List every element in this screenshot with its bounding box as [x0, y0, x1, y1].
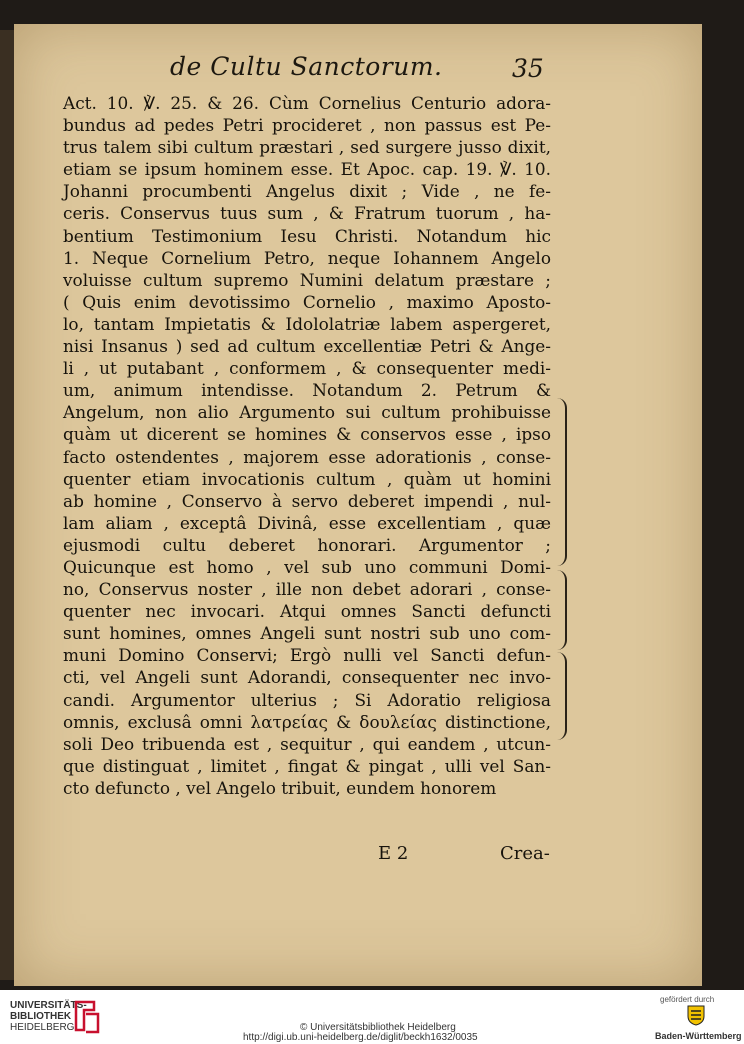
- text-line: ab homine , Conservo à servo deberet impendi , nul-: [63, 490, 551, 511]
- library-logo-icon: [72, 996, 102, 1036]
- text-line: ( Quis enim devotissimo Cornelio , maximo Aposto-: [63, 291, 551, 312]
- text-line: voluisse cultum supremo Numini delatum præstare ;: [63, 269, 551, 290]
- library-city: HEIDELBERG: [10, 1022, 75, 1033]
- catchword: Crea-: [500, 843, 550, 864]
- text-line: candi. Argumentor ulterius ; Si Adoratio religiosa: [63, 689, 551, 710]
- copyright-notice: © Universitätsbibliothek Heidelberg: [300, 1022, 456, 1033]
- library-name-line: UNIVERSITÄTS-: [10, 1000, 87, 1011]
- page-number: 35: [512, 54, 544, 83]
- margin-bracket: [557, 398, 567, 566]
- text-line: facto ostendentes , majorem esse adorationis , conse-: [63, 446, 551, 467]
- text-line: li , ut putabant , conformem , & consequenter medi-: [63, 358, 551, 379]
- text-line: quàm ut dicerent se homines & conservos esse , ipso: [63, 424, 551, 445]
- text-line: Angelum, non alio Argumento sui cultum prohibuisse: [63, 402, 551, 423]
- text-line: etiam se ipsum hominem esse. Et Apoc. cap. 19. ℣. 10.: [63, 159, 551, 180]
- coat-of-arms-icon: [686, 1004, 706, 1026]
- text-line: sunt homines, omnes Angeli sunt nostri sub uno com-: [63, 623, 551, 644]
- text-line: soli Deo tribuenda est , sequitur , qui eandem , utcun-: [63, 733, 551, 754]
- signature-mark: E 2: [378, 843, 409, 864]
- text-line: nisi Insanus ) sed ad cultum excellentiæ Petri & Ange-: [63, 336, 551, 357]
- funder-name: Baden-Württemberg: [655, 1031, 742, 1041]
- text-line: bentium Testimonium Iesu Christi. Notandum hic: [63, 225, 551, 246]
- source-url-link[interactable]: http://digi.ub.uni-heidelberg.de/diglit/beckh1632/0035: [243, 1032, 478, 1043]
- text-line: Quicunque est homo , vel sub uno communi Domi-: [63, 556, 551, 577]
- text-line: 1. Neque Cornelium Petro, neque Iohannem Angelo: [63, 247, 551, 268]
- text-line: cti, vel Angeli sunt Adorandi, consequenter nec invo-: [63, 667, 551, 688]
- text-line: quenter etiam invocationis cultum , quàm ut homini: [63, 468, 551, 489]
- text-line: Johanni procumbenti Angelus dixit ; Vide , ne fe-: [63, 181, 551, 202]
- text-line: bundus ad pedes Petri procideret , non passus est Pe-: [63, 115, 551, 136]
- text-line: ceris. Conservus tuus sum , & Fratrum tuorum , ha-: [63, 203, 551, 224]
- text-line: cto defuncto , vel Angelo tribuit, eundem honorem: [63, 777, 497, 798]
- margin-bracket: [557, 570, 567, 650]
- text-line: que distinguat , limitet , fingat & pingat , ulli vel San-: [63, 755, 551, 776]
- text-line: um, animum intendisse. Notandum 2. Petrum &: [63, 380, 551, 401]
- running-head: de Cultu Sanctorum.: [170, 52, 443, 81]
- library-name-line: BIBLIOTHEK: [10, 1011, 72, 1022]
- text-line: omnis, exclusâ omni λατρείας & δουλείας distinctione,: [63, 711, 551, 732]
- text-line: muni Domino Conservi; Ergò nulli vel Sancti defun-: [63, 645, 551, 666]
- text-line: quenter nec invocari. Atqui omnes Sancti defuncti: [63, 601, 551, 622]
- text-line: ejusmodi cultu deberet honorari. Argumentor ;: [63, 534, 551, 555]
- text-line: no, Conservus noster , ille non debet adorari , conse-: [63, 579, 551, 600]
- text-line: lam aliam , exceptâ Divinâ, esse excellentiam , quæ: [63, 512, 551, 533]
- text-line: Act. 10. ℣. 25. & 26. Cùm Cornelius Centurio adora-: [63, 93, 551, 113]
- text-line: lo, tantam Impietatis & Idololatriæ labem aspergeret,: [63, 313, 551, 334]
- text-line: trus talem sibi cultum præstari , sed surgere jusso dixit,: [63, 137, 551, 158]
- funded-by-label: gefördert durch: [660, 995, 715, 1004]
- margin-bracket: [557, 652, 567, 740]
- body-text: [63, 92, 551, 799]
